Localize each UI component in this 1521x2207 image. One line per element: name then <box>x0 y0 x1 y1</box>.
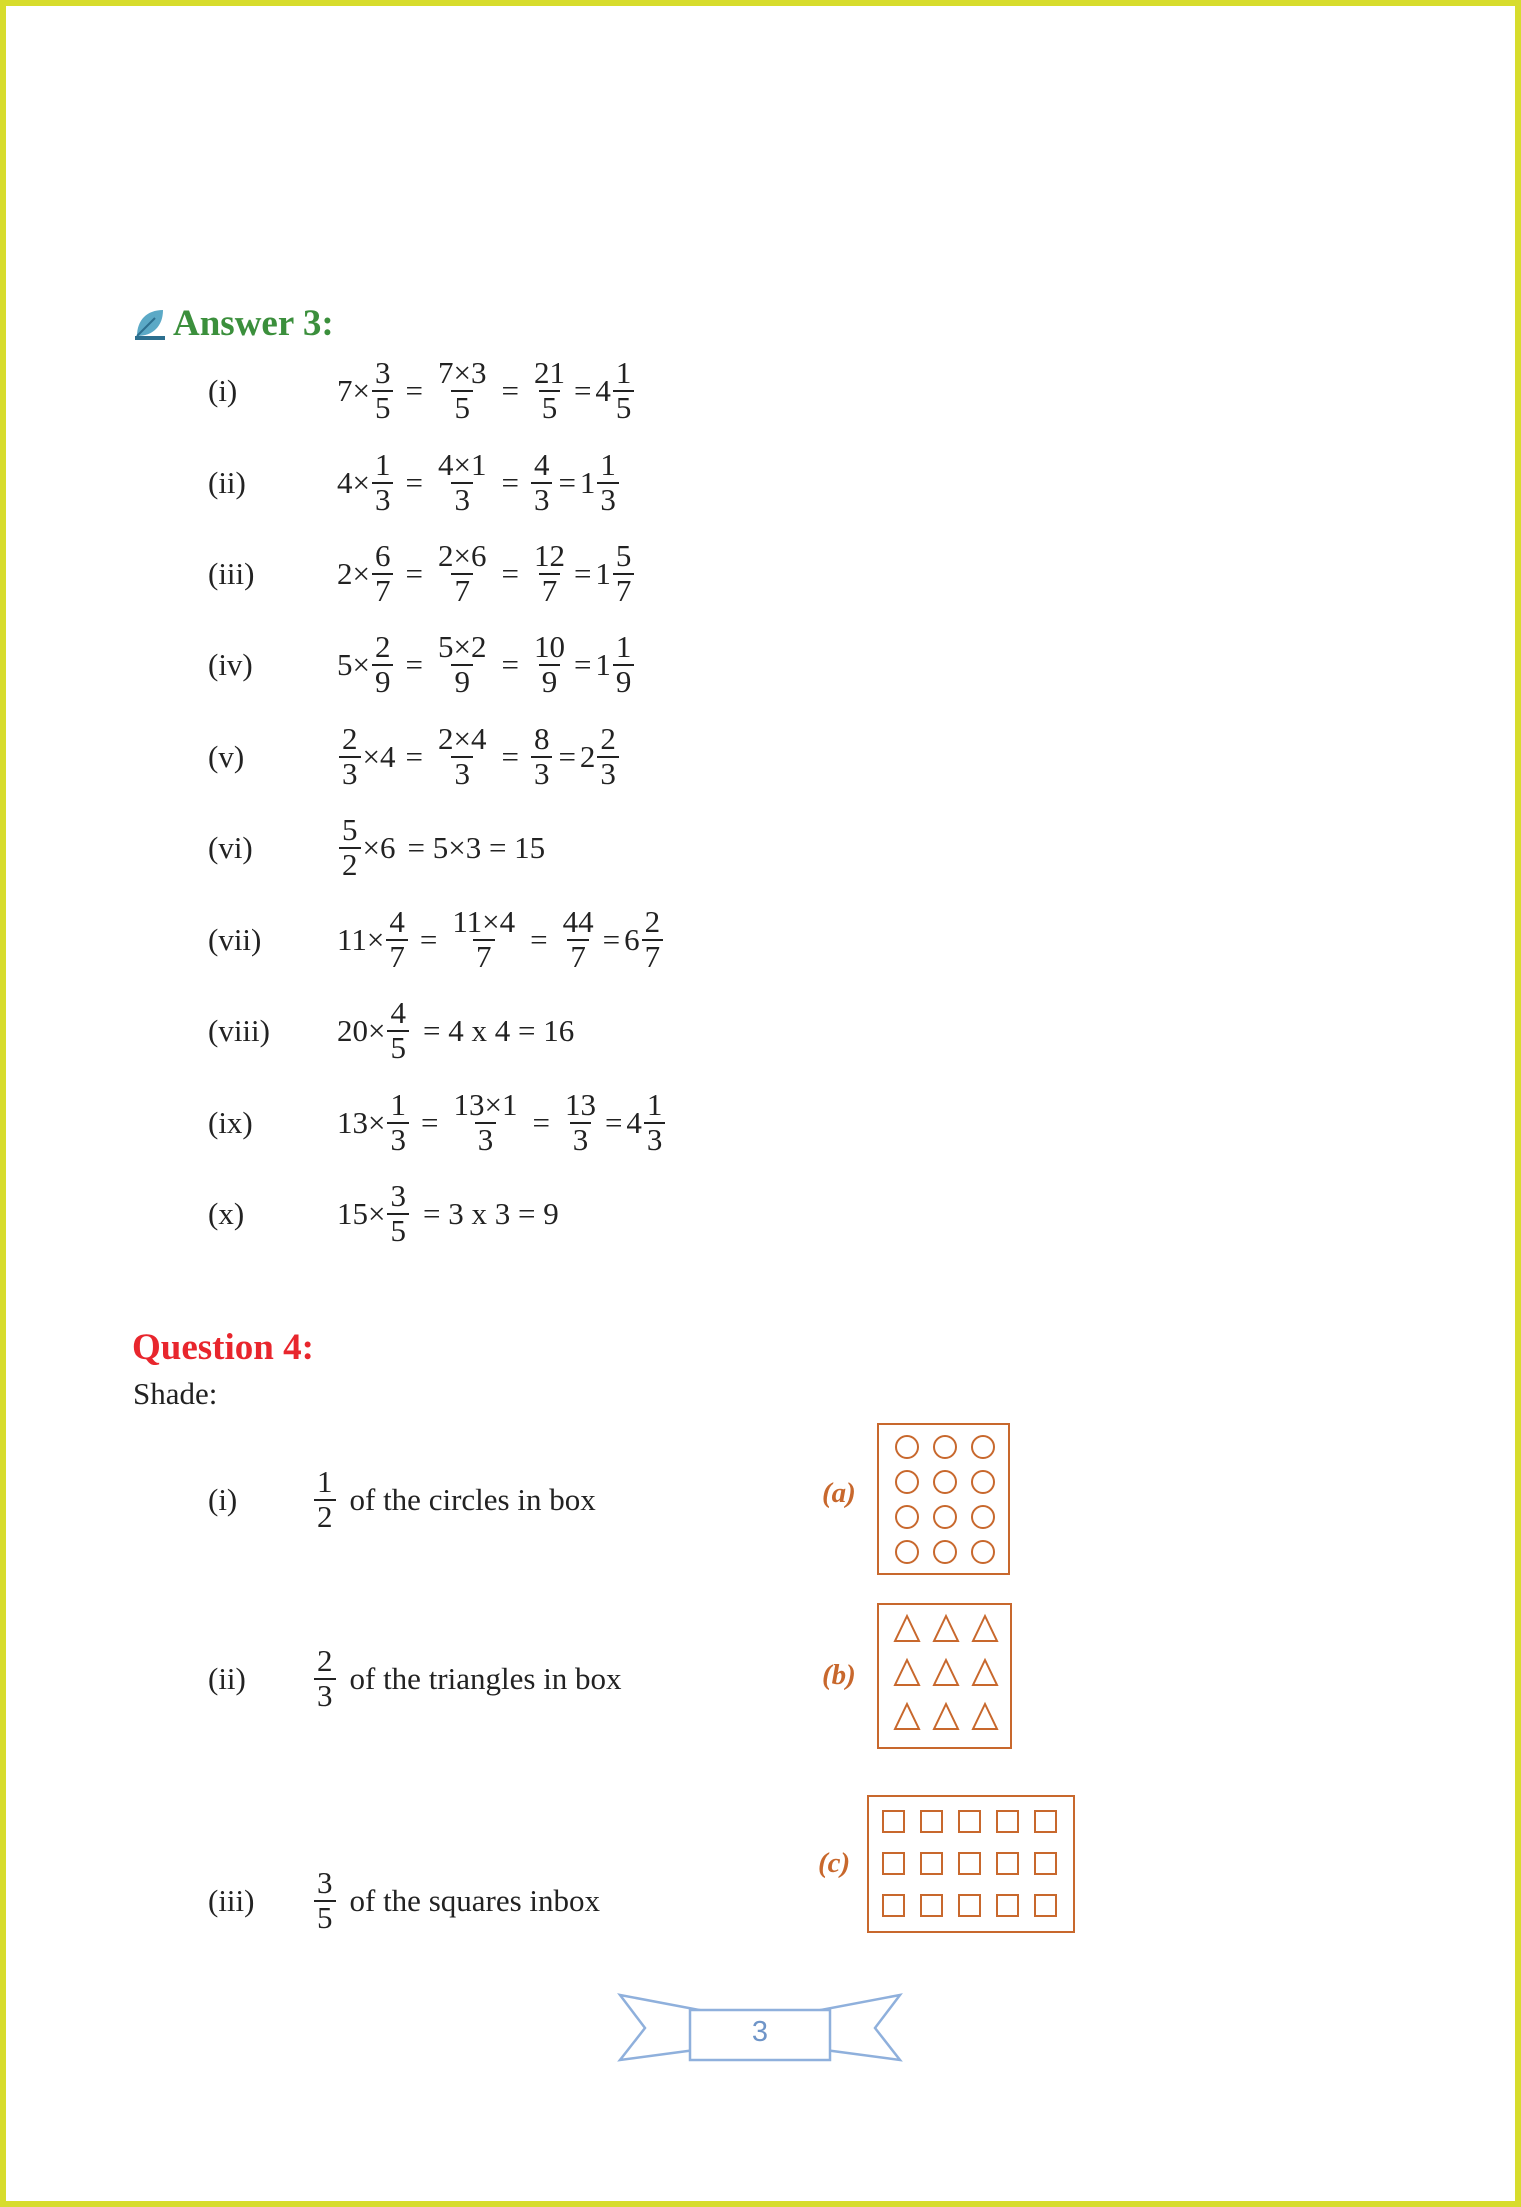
item-label: (i) <box>208 1482 238 1517</box>
fraction: $\frac{44}{7}$ <box>562 904 594 974</box>
equals-sign: = <box>501 556 519 591</box>
question-heading: Question 4: <box>132 1327 314 1368</box>
equals-sign: = <box>501 465 519 500</box>
square-shape <box>921 1853 942 1874</box>
item-label: (ii) <box>208 465 246 500</box>
fraction: $\frac{1}{3}$ <box>387 1089 409 1156</box>
square-shape <box>883 1895 904 1916</box>
expression <box>337 625 636 705</box>
square-shape <box>997 1853 1018 1874</box>
fraction: $\frac{1}{3}$ <box>644 1089 666 1156</box>
fraction: $\frac{13\times 1}{3}$ <box>453 1087 518 1157</box>
circle-shape <box>896 1541 918 1563</box>
expression <box>337 808 545 888</box>
whole-multiplier: 7× <box>337 373 370 408</box>
equals-sign: = <box>573 647 592 682</box>
square-shape <box>921 1895 942 1916</box>
fraction: $\frac{3}{5}$ <box>372 357 394 424</box>
answer-heading-text: Answer 3: <box>173 303 334 344</box>
mixed-whole: 6 <box>624 922 640 957</box>
expression <box>337 443 621 523</box>
item-label: (iii) <box>208 1883 255 1918</box>
expression <box>337 1174 559 1254</box>
fraction: $\frac{11\times 4}{7}$ <box>452 904 516 974</box>
triangle-shape <box>934 1616 958 1641</box>
square-shape <box>997 1811 1018 1832</box>
result-text: = 5×3 = 15 <box>407 830 546 865</box>
question-instruction: Shade: <box>133 1376 218 1411</box>
equals-sign: = <box>405 739 423 774</box>
squares-box <box>867 1795 1075 1933</box>
item-label: (ix) <box>208 1105 253 1140</box>
square-shape <box>959 1853 980 1874</box>
fraction: $\frac{21}{5}$ <box>533 355 565 425</box>
square-shape <box>921 1811 942 1832</box>
item-label: (ii) <box>208 1661 246 1696</box>
circle-shape <box>934 1471 956 1493</box>
circles-box <box>877 1423 1010 1575</box>
equals-sign: = <box>405 647 423 682</box>
fraction: $\frac{2}{7}$ <box>642 906 664 973</box>
whole-multiplier: 2× <box>337 556 370 591</box>
circle-shape <box>896 1436 918 1458</box>
expression <box>337 534 636 614</box>
box-label-c: (c) <box>818 1847 851 1879</box>
fraction: $\frac{5\times 2}{9}$ <box>437 629 487 699</box>
equals-sign: = <box>405 373 423 408</box>
mixed-whole: 1 <box>579 465 596 500</box>
fraction: $\frac{13}{3}$ <box>564 1087 596 1157</box>
fraction: $\frac{3}{5}$ <box>314 1867 336 1934</box>
item-label: (v) <box>208 739 245 774</box>
multiplier: ×4 <box>362 739 396 774</box>
circle-shape <box>934 1506 956 1528</box>
whole-multiplier: 13× <box>337 1105 386 1140</box>
fraction: $\frac{4\times 1}{3}$ <box>437 447 487 517</box>
fraction: $\frac{2}{9}$ <box>372 631 394 698</box>
leaf-logo-icon <box>133 306 167 342</box>
whole-multiplier: 11× <box>337 922 385 957</box>
square-shape <box>1035 1811 1056 1832</box>
triangle-shape <box>973 1616 997 1641</box>
equals-sign: = <box>419 922 438 957</box>
equals-sign: = <box>532 1105 550 1140</box>
circle-shape <box>972 1541 994 1563</box>
mixed-whole: 1 <box>595 647 611 682</box>
fraction: $\frac{3}{5}$ <box>387 1180 409 1247</box>
square-shape <box>959 1895 980 1916</box>
square-shape <box>883 1811 904 1832</box>
multiplier: ×6 <box>362 830 396 865</box>
expression <box>337 1083 667 1163</box>
triangle-shape <box>895 1616 919 1641</box>
equals-sign: = <box>558 739 576 774</box>
whole-multiplier: 15× <box>337 1196 386 1231</box>
result-text: = 4 x 4 = 16 <box>422 1013 575 1048</box>
expression <box>337 351 636 431</box>
circle-shape <box>934 1436 956 1458</box>
fraction: $\frac{10}{9}$ <box>533 629 565 699</box>
fraction: $\frac{7\times 3}{5}$ <box>437 355 487 425</box>
equals-sign: = <box>420 1105 439 1140</box>
answer-heading <box>133 302 334 345</box>
square-shape <box>959 1811 980 1832</box>
square-shape <box>883 1853 904 1874</box>
expression <box>337 900 665 980</box>
equals-sign: = <box>558 465 576 500</box>
triangle-shape <box>973 1660 997 1685</box>
equals-sign: = <box>405 465 423 500</box>
item-label: (iv) <box>208 647 253 682</box>
item-text: of the squares inbox <box>349 1883 601 1918</box>
item-label: (vii) <box>208 922 262 957</box>
fraction: $\frac{2\times 6}{7}$ <box>437 538 487 608</box>
triangle-shape <box>973 1704 997 1729</box>
mixed-whole: 2 <box>579 739 596 774</box>
circle-shape <box>896 1471 918 1493</box>
fraction: $\frac{1}{3}$ <box>372 449 394 516</box>
triangles-box <box>877 1603 1012 1749</box>
triangle-shape <box>895 1704 919 1729</box>
whole-multiplier: 20× <box>337 1013 386 1048</box>
triangle-shape <box>934 1660 958 1685</box>
item-text: of the triangles in box <box>349 1661 622 1696</box>
item-label: (viii) <box>208 1013 270 1048</box>
result-text: = 3 x 3 = 9 <box>422 1196 559 1231</box>
equals-sign: = <box>573 556 592 591</box>
mixed-whole: 4 <box>626 1105 642 1140</box>
page-number: 3 <box>751 2016 769 2048</box>
fraction: $\frac{2}{3}$ <box>339 723 361 790</box>
equals-sign: = <box>573 373 592 408</box>
mixed-whole: 4 <box>595 373 611 408</box>
triangle-shape <box>895 1660 919 1685</box>
circle-shape <box>972 1471 994 1493</box>
item-label: (iii) <box>208 556 255 591</box>
circle-shape <box>972 1506 994 1528</box>
item-label: (x) <box>208 1196 245 1231</box>
fraction: $\frac{4}{3}$ <box>531 449 553 516</box>
equals-sign: = <box>604 1105 623 1140</box>
equals-sign: = <box>602 922 621 957</box>
fraction: $\frac{6}{7}$ <box>372 540 394 607</box>
fraction: $\frac{5}{2}$ <box>339 814 361 881</box>
fraction: $\frac{2\times 4}{3}$ <box>437 721 487 791</box>
fraction: $\frac{5}{7}$ <box>613 540 635 607</box>
circle-shape <box>934 1541 956 1563</box>
fraction: $\frac{1}{3}$ <box>597 449 619 516</box>
item-label: (vi) <box>208 830 253 865</box>
fraction: $\frac{8}{3}$ <box>531 723 553 790</box>
fraction: $\frac{1}{5}$ <box>613 357 635 424</box>
circle-shape <box>972 1436 994 1458</box>
fraction: $\frac{1}{9}$ <box>613 631 635 698</box>
item-label: (i) <box>208 373 238 408</box>
equals-sign: = <box>530 922 548 957</box>
circle-shape <box>896 1506 918 1528</box>
equals-sign: = <box>501 647 519 682</box>
box-label-b: (b) <box>822 1659 856 1691</box>
whole-multiplier: 5× <box>337 647 370 682</box>
fraction: $\frac{4}{7}$ <box>386 906 408 973</box>
item-text: of the circles in box <box>349 1482 596 1517</box>
equals-sign: = <box>405 556 423 591</box>
equals-sign: = <box>501 373 519 408</box>
whole-multiplier: 4× <box>337 465 370 500</box>
mixed-whole: 1 <box>595 556 611 591</box>
expression <box>337 717 621 797</box>
square-shape <box>1035 1895 1056 1916</box>
expression <box>337 991 574 1071</box>
triangle-shape <box>934 1704 958 1729</box>
fraction: $\frac{1}{2}$ <box>314 1466 336 1533</box>
fraction: $\frac{2}{3}$ <box>597 723 619 790</box>
square-shape <box>1035 1853 1056 1874</box>
equals-sign: = <box>501 739 519 774</box>
square-shape <box>997 1895 1018 1916</box>
box-label-a: (a) <box>822 1477 856 1509</box>
fraction: $\frac{2}{3}$ <box>314 1645 336 1712</box>
fraction: $\frac{12}{7}$ <box>533 538 565 608</box>
fraction: $\frac{4}{5}$ <box>387 997 409 1064</box>
